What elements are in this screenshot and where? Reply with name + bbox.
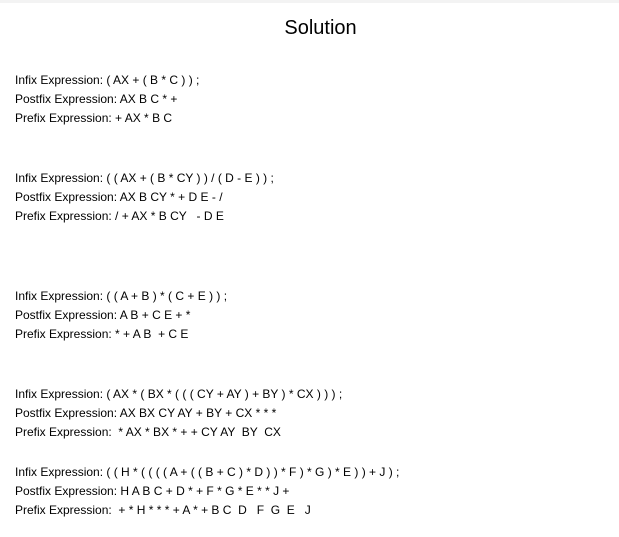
infix-expression: Infix Expression: ( ( A + B ) * ( C + E ) ) ;	[15, 289, 228, 303]
top-divider	[0, 0, 619, 3]
infix-expression: Infix Expression: ( ( AX + ( B * CY ) ) / ( D - E ) ) ;	[15, 171, 274, 185]
prefix-expression: Prefix Expression: * + A B + C E	[15, 327, 189, 341]
postfix-expression: Postfix Expression: AX B C * +	[15, 92, 178, 106]
expression-block-4	[15, 385, 615, 442]
prefix-expression: Prefix Expression: * AX * BX * + + CY AY BY CX	[15, 425, 281, 439]
prefix-expression: Prefix Expression: + AX * B C	[15, 111, 173, 125]
expression-block-2	[15, 169, 615, 226]
expression-block-3	[15, 287, 615, 344]
expression-block-1	[15, 71, 615, 128]
expression-block-5	[15, 463, 615, 520]
prefix-expression: Prefix Expression: + * H * * * + A * + B C D F G E J	[15, 503, 311, 517]
postfix-expression: Postfix Expression: A B + C E + *	[15, 308, 191, 322]
page-title: Solution	[284, 17, 357, 39]
postfix-expression: Postfix Expression: AX BX CY AY + BY + CX * * *	[15, 406, 277, 420]
infix-expression: Infix Expression: ( AX + ( B * C ) ) ;	[15, 73, 200, 87]
postfix-expression: Postfix Expression: H A B C + D * + F * G * E * * J +	[15, 484, 290, 498]
infix-expression: Infix Expression: ( AX * ( BX * ( ( ( CY + AY ) + BY ) * CX ) ) ) ;	[15, 387, 343, 401]
infix-expression: Infix Expression: ( ( H * ( ( ( ( A + ( ( B + C ) * D ) ) * F ) * G ) * E ) ) + J ) ;	[15, 465, 400, 479]
prefix-expression: Prefix Expression: / + AX * B CY - D E	[15, 209, 224, 223]
postfix-expression: Postfix Expression: AX B CY * + D E - /	[15, 190, 223, 204]
